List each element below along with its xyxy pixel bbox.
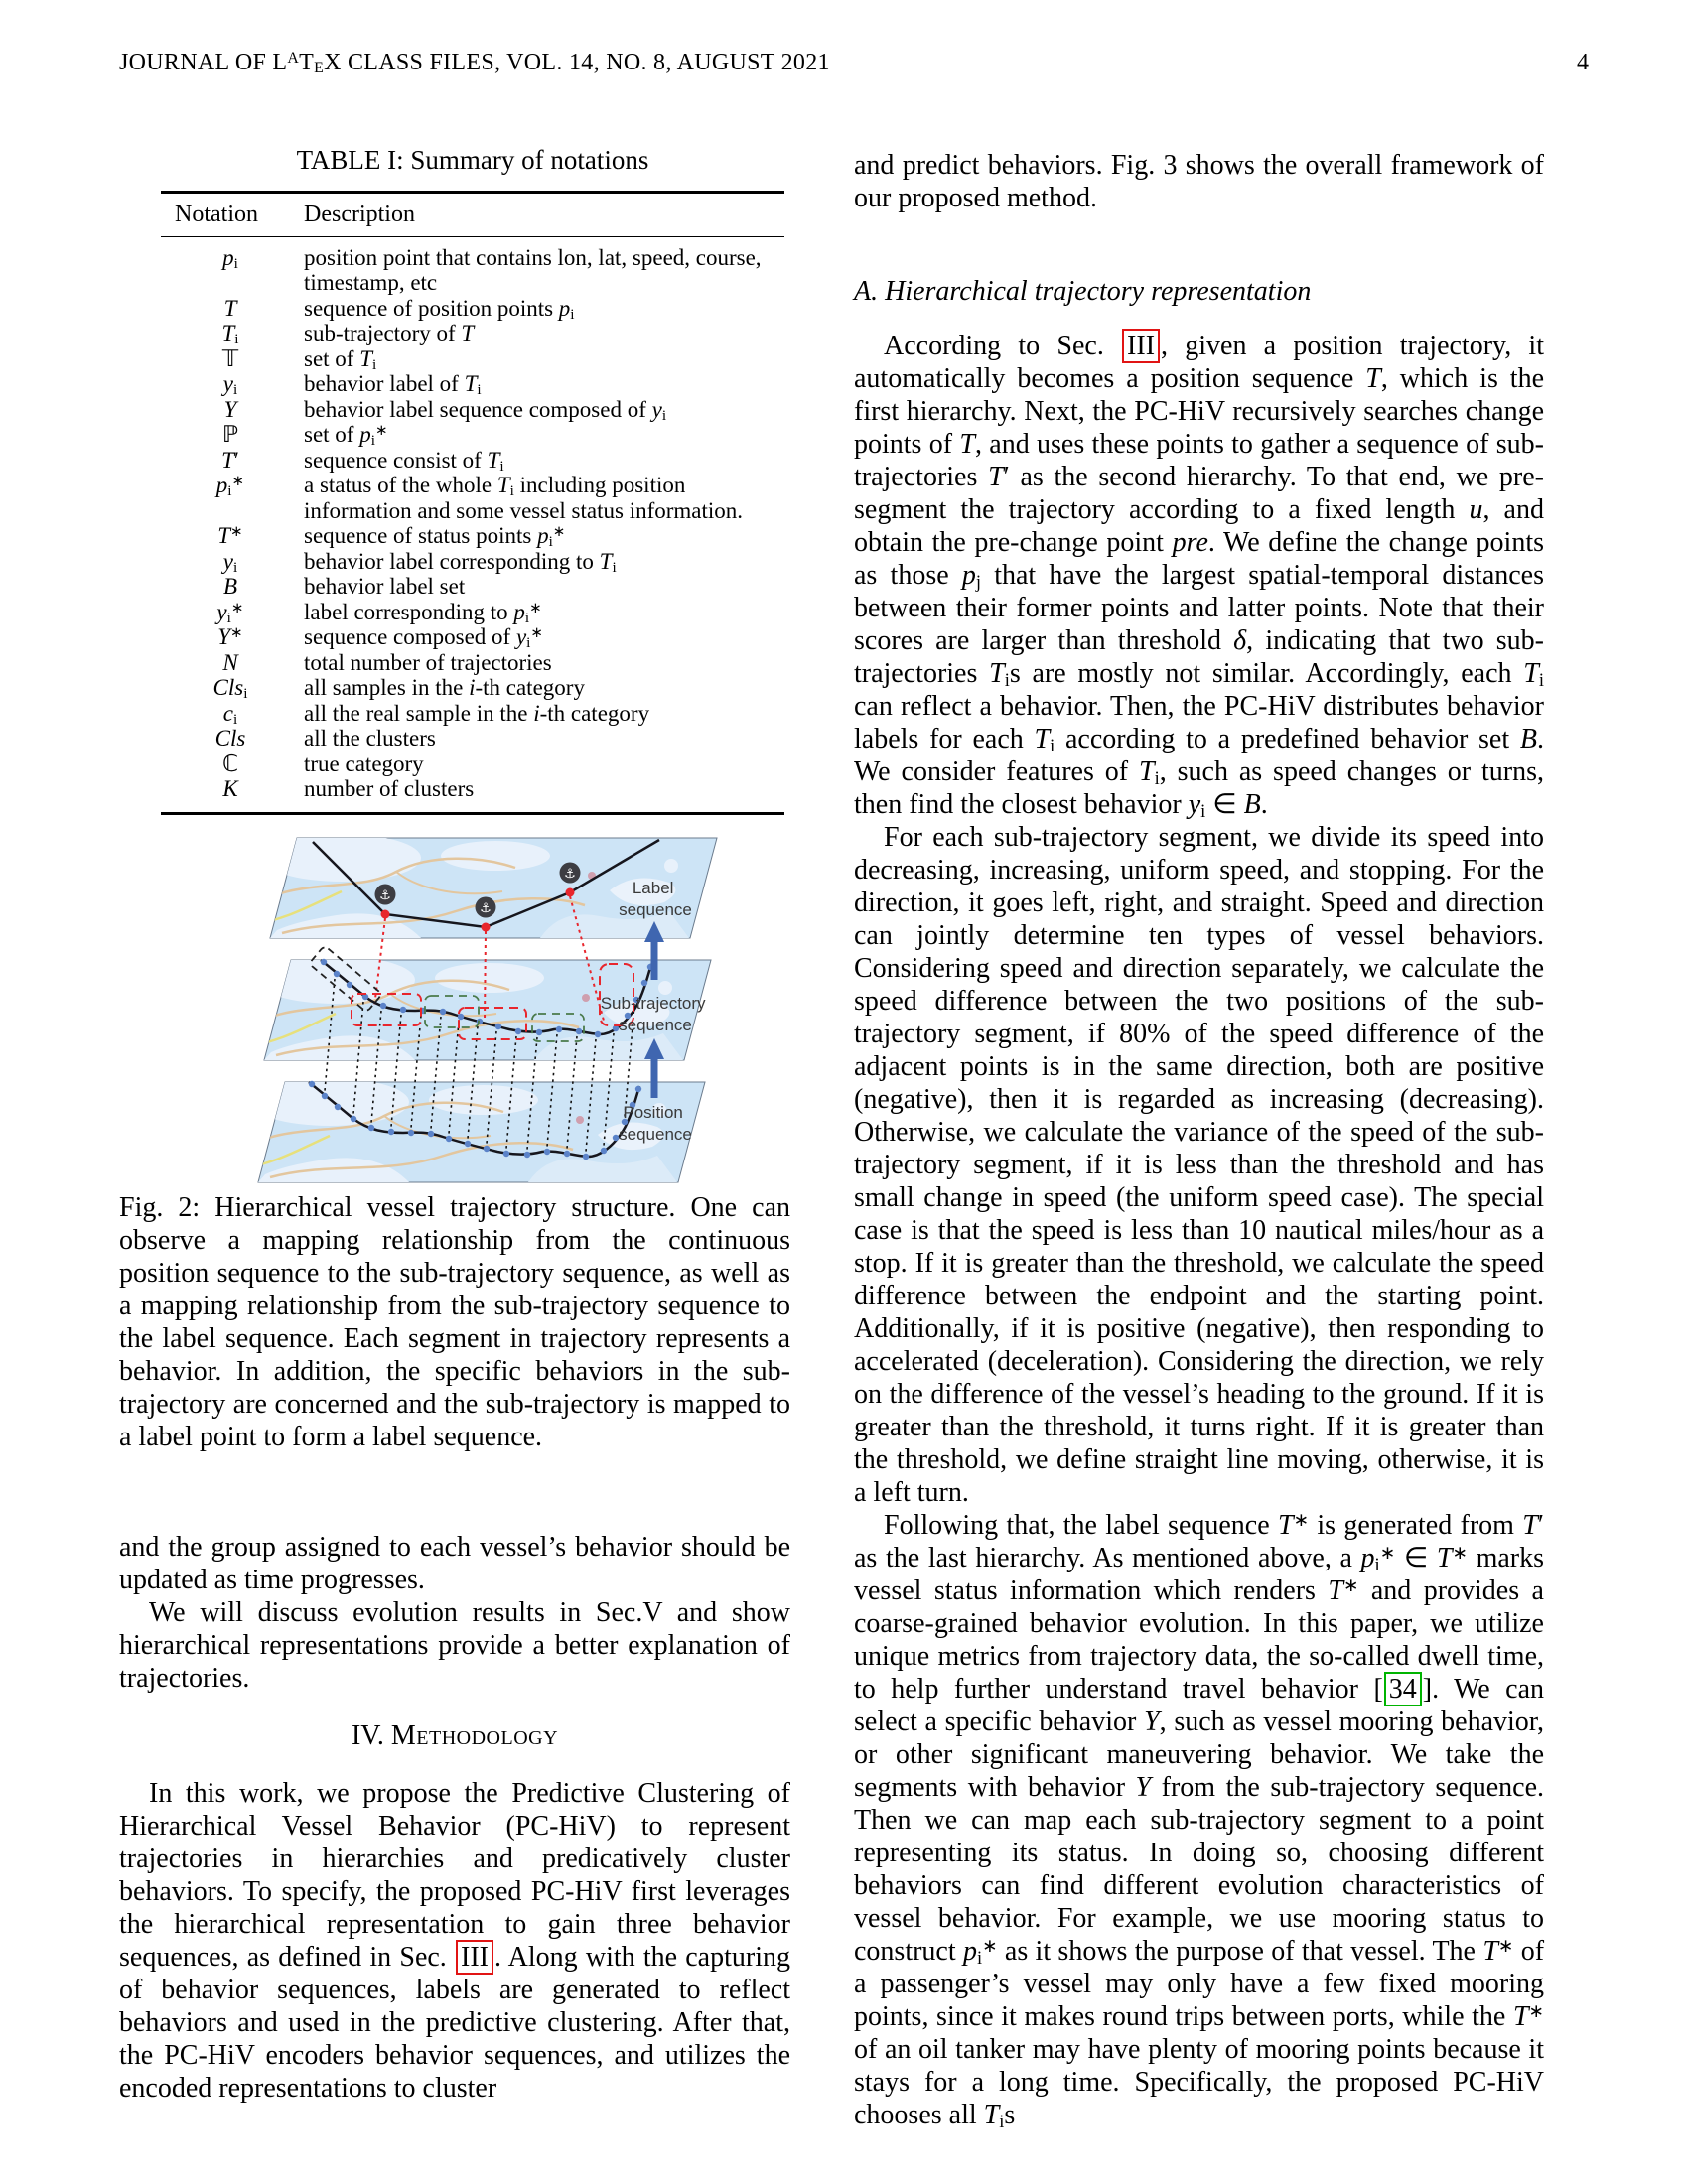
- description-cell: behavior label sequence composed of $y_i$: [304, 396, 667, 424]
- anchor-icon: ⚓: [480, 901, 492, 916]
- anchor-icon: ⚓: [379, 888, 391, 903]
- page-number: 4: [1577, 50, 1589, 75]
- table-row: [161, 371, 784, 397]
- description-cell: all samples in the i-th category: [304, 675, 585, 700]
- column-header-notation: Notation: [175, 202, 258, 227]
- description-cell: label corresponding to $p_i^∗$: [304, 599, 542, 626]
- notation-cell: T′: [221, 447, 239, 473]
- table-row: [161, 422, 784, 448]
- description-cell: sequence consist of $T_i$: [304, 447, 504, 475]
- notation-cell: $y_i$: [222, 371, 238, 399]
- description-cell: position point that contains lon, lat, speed, course, timestamp, etc: [304, 244, 762, 295]
- notation-cell: ℙ: [221, 422, 239, 447]
- notation-cell: ℂ: [221, 751, 239, 776]
- right-column: [854, 0, 1544, 2184]
- description-cell: sequence composed of $y_i^∗$: [304, 624, 544, 652]
- table-row: [161, 321, 784, 346]
- table-row: [161, 574, 784, 600]
- table-row: [161, 600, 784, 625]
- table-caption: TABLE I: Summary of notations: [296, 145, 649, 175]
- section-heading-methodology: [119, 1720, 790, 1752]
- table-row: [161, 346, 784, 372]
- layer-label-subtrajectory-sequence: Sub-trajectory sequence: [600, 994, 706, 1034]
- left-column: [119, 0, 790, 2184]
- notation-cell: $p_i^∗$: [215, 473, 245, 500]
- figure-2: [234, 824, 731, 1189]
- section-title: Methodology: [390, 1720, 559, 1751]
- ref-link[interactable]: III: [1122, 329, 1160, 363]
- table-row: [161, 675, 784, 701]
- table-header-row: [161, 191, 784, 237]
- notation-table: [161, 191, 784, 815]
- section-number: IV.: [351, 1720, 384, 1751]
- paragraph: According to Sec. III , given a position trajectory, it automatically becomes a position sequence T, which is the first hierarchy. Next, the PC-HiV recursively searches change points of T, and uses these points to gather a sequence of sub-trajectories T′ as the second hierarchy. To that end, we pre-segment the trajectory according to a fixed length u, and obtain the pre-change point pre. We define the change points as those $p_j$ that have the largest spatial-temporal distances between their former points and latter points. Note that their scores are larger than threshold δ, indicating that two sub-trajectories $T_is$ are mostly not similar. Accordingly, each $T_i$ can reflect a behavior. Then, the PC-HiV distributes behavior labels for each $T_i$ according to a predefined behavior set B. We consider features of $T_i$, such as speed changes or turns, then find the closest behavior $y_i$ ∈ B.: [854, 331, 1545, 821]
- paragraph: For each sub-trajectory segment, we divide its speed into decreasing, increasing, uniform speed, and stopping. For the direction, it goes left, right, and straight. Speed and direction can jointly determine ten types of vessel behaviors. Considering speed and direction separately, we calculate the speed difference between the two positions of the sub-trajectory segment, if 80% of the speed difference of the adjacent points is in the same direction, both are positive (negative), then it is regarded as increasing (decreasing). Otherwise, we calculate the variance of the speed of the sub-trajectory segment, if it is less than the threshold and has small change in speed (the uniform speed case). The special case is that the speed is less than 10 nautical miles/hour as a stop. If it is greater than the threshold, we calculate the speed difference between the endpoint and the starting point. Additionally, if it is positive (negative), then responding to accelerated (deceleration). Considering the direction, we rely on the difference of the vessel’s heading to the ground. If it is greater than the threshold, it turns right. If it is greater than the threshold, we define straight line moving, otherwise, it is a left turn.: [854, 822, 1544, 1508]
- description-cell: sequence of position points $p_i$: [304, 295, 575, 323]
- notation-cell: Cls: [214, 726, 246, 751]
- description-cell: total number of trajectories: [304, 649, 552, 675]
- paragraph: and the group assigned to each vessel’s behavior should be updated as time progresses.: [119, 1532, 790, 1595]
- notation-cell: Y∗: [217, 624, 243, 649]
- table-row: [161, 245, 784, 296]
- description-cell: true category: [304, 751, 424, 776]
- description-cell: behavior label corresponding to $T_i$: [304, 548, 617, 576]
- notation-cell: Y: [223, 396, 237, 422]
- paragraph-group: [119, 1777, 790, 2105]
- description-cell: a status of the whole $T_i$ including position information and some vessel status information.: [304, 473, 744, 523]
- notation-cell: B: [222, 574, 238, 599]
- layer-label-position-sequence: Position sequence: [619, 1103, 692, 1144]
- notation-cell: $y_i$: [222, 548, 238, 576]
- table-row: [161, 448, 784, 474]
- column-header-description: Description: [304, 202, 415, 227]
- notation-cell: T: [223, 295, 237, 321]
- table-body: [161, 237, 784, 815]
- description-cell: set of $T_i$: [304, 345, 377, 373]
- notation-cell: K: [222, 776, 238, 801]
- table-row: [161, 397, 784, 423]
- description-cell: set of $p_i^∗$: [304, 422, 388, 450]
- paragraph-group: [854, 330, 1544, 2131]
- description-cell: number of clusters: [304, 776, 475, 801]
- paragraph-group: [119, 1531, 790, 1695]
- notation-cell: $y_i^∗$: [216, 599, 244, 626]
- description-cell: all the clusters: [304, 726, 436, 751]
- description-cell: sequence of status points $p_i^∗$: [304, 523, 566, 551]
- description-cell: behavior label set: [304, 574, 466, 599]
- table-row: [161, 296, 784, 322]
- paragraph: In this work, we propose the Predictive Clustering of Hierarchical Vessel Behavior (PC-HiV) to represent trajectories in hierarchies and predicatively cluster behaviors. To specify, the proposed PC-HiV first leverages the hierarchical representation to gain three behavior sequences, as defined in Sec. III . Along with the capturing of behavior sequences, labels are generated to reflect behaviors and used in the predictive clustering. After that, the PC-HiV encoders behavior sequences, and utilizes the encoded representations to cluster: [119, 1778, 790, 2104]
- anchor-icon: ⚓: [564, 867, 576, 882]
- figure-caption: Fig. 2: Hierarchical vessel trajectory structure. One can observe a mapping relationship from the continuous position sequence to the sub-trajectory sequence, as well as a mapping relationship from the sub-trajectory sequence to the label sequence. Each segment in trajectory represents a behavior. In addition, the specific behaviors in the sub-trajectory are concerned and the sub-trajectory is mapped to a label point to form a label sequence.: [119, 1192, 790, 1452]
- subsection-heading: A. Hierarchical trajectory representation: [854, 276, 1312, 307]
- table-row: [161, 473, 784, 523]
- notation-cell: Cls$_i$: [212, 675, 248, 703]
- table-row: [161, 523, 784, 549]
- paragraph: Following that, the label sequence T∗ is generated from T′ as the last hierarchy. As mentioned above, a $p_i^∗$ ∈ T∗ marks vessel status information which renders T∗ and provides a coarse-grained behavior evolution. In this paper, we utilize unique metrics from trajectory data, the so-called dwell time, to help further understand travel behavior [ 34 ]. We can select a specific behavior Υ, such as vessel mooring behavior, or other significant maneuvering behavior. We take the segments with behavior Υ from the sub-trajectory sequence. Then we can map each sub-trajectory segment to a point representing its status. In doing so, choosing different behaviors can find different evolution characteristics of vessel behavior. For example, we use mooring status to construct $p_i^∗$ as it shows the purpose of that vessel. The T∗ of a passenger’s vessel may only have a few fixed mooring points, since it makes round trips between ports, while the T∗ of an oil tanker may have plenty of mooring points because it stays for a long time. Specifically, the proposed PC-HiV chooses all $T_is$: [854, 1509, 1545, 2131]
- table-row: [161, 726, 784, 751]
- description-cell: sub-trajectory of T: [304, 321, 475, 345]
- notation-cell: $c_i$: [222, 700, 238, 728]
- table-row: [161, 624, 784, 650]
- notation-cell: $T_i$: [221, 321, 239, 348]
- notation-cell: T∗: [217, 523, 243, 548]
- layer-label-label-sequence: Label sequence: [619, 879, 692, 919]
- description-cell: all the real sample in the i-th category: [304, 700, 650, 726]
- paragraph: We will discuss evolution results in Sec.V and show hierarchical representations provide a better explanation of trajectories.: [119, 1597, 790, 1694]
- running-header: JOURNAL OF $L^AT_EX$ CLASS FILES, VOL. 14, NO. 8, AUGUST 2021: [119, 49, 830, 77]
- table-row: [161, 776, 784, 802]
- paragraph: and predict behaviors. Fig. 3 shows the overall framework of our proposed method.: [854, 150, 1544, 213]
- notation-cell: 𝕋: [221, 345, 239, 371]
- description-cell: behavior label of $T_i$: [304, 371, 482, 399]
- notation-cell: N: [222, 649, 238, 675]
- ref-link[interactable]: III: [456, 1940, 493, 1975]
- table-row: [161, 701, 784, 727]
- table-row: [161, 751, 784, 777]
- table-row: [161, 650, 784, 676]
- citation-link[interactable]: 34: [1384, 1672, 1422, 1706]
- notation-cell: $p_i$: [222, 244, 238, 272]
- table-row: [161, 549, 784, 575]
- paragraph-group: [854, 149, 1544, 214]
